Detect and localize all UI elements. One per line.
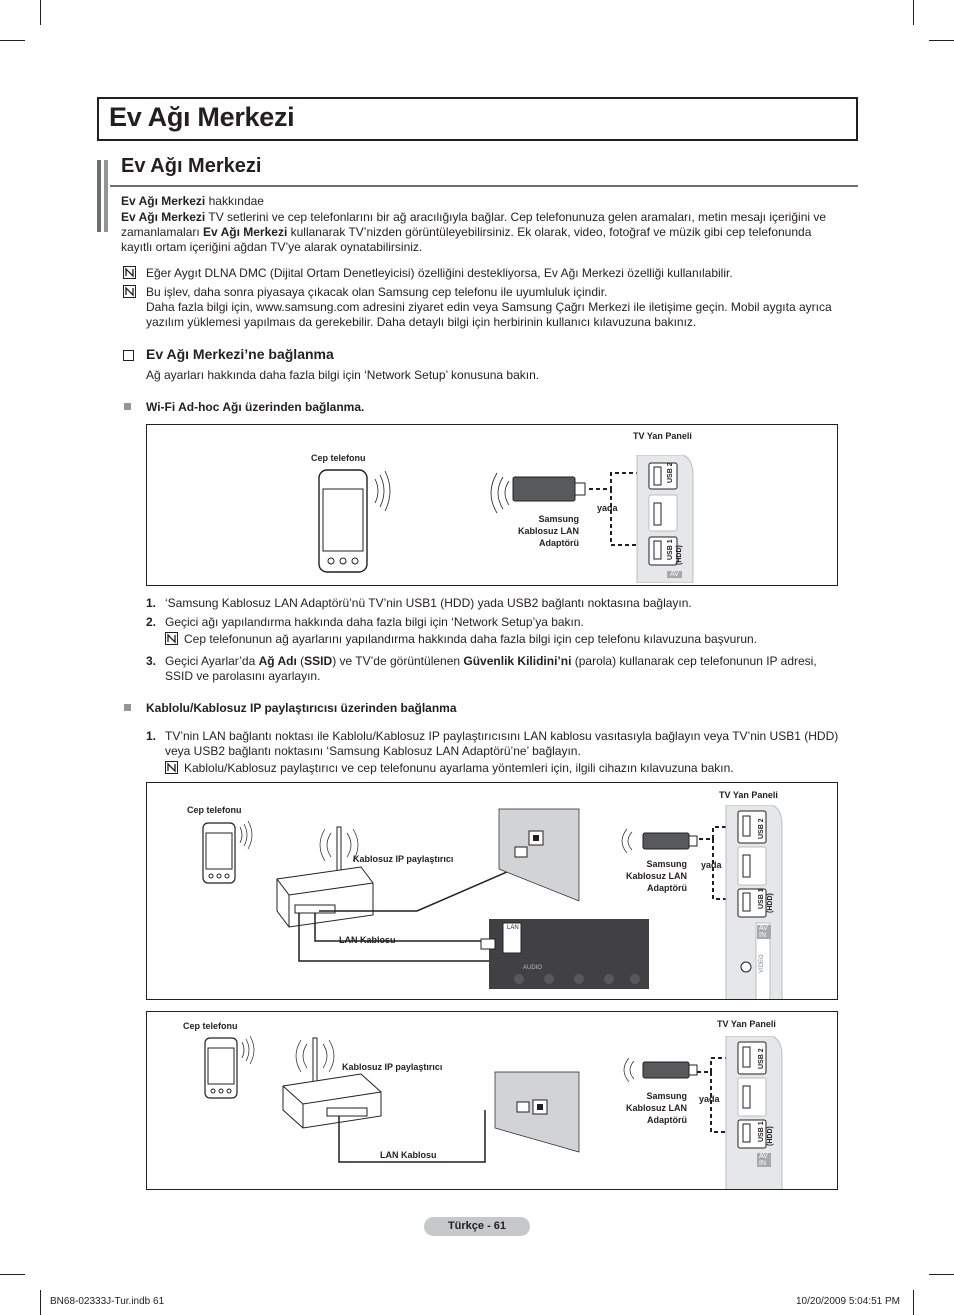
bullet-square-icon — [124, 403, 131, 410]
wired-step-1-note: Kablolu/Kablosuz paylaştırıcı ve cep telefonunu ayarlama yöntemleri için, ilgili cihazın kılavuzuna bakın. — [184, 761, 734, 775]
note-2-line-2: Daha fazla bilgi için, www.samsung.com adresini ziyaret edin veya Samsung Çağrı Merkezi ile iletişime geçin. Mobil aygıta ayrıca — [146, 300, 832, 314]
usb2-port-label: USB 2 — [758, 818, 765, 839]
step-number: 1. — [146, 596, 157, 610]
phone-icon — [199, 819, 259, 887]
intro-text: zamanlamaları — [121, 225, 204, 239]
crop-mark — [0, 40, 25, 41]
wall-socket-icon — [493, 1070, 583, 1160]
diagram-router-wired — [146, 782, 838, 1000]
av-label: AV — [667, 571, 682, 578]
section-bar — [104, 160, 108, 232]
wifi-step-2-note: Cep telefonunun ağ ayarlarını yapılandırma hakkında daha fazla bilgi için cep telefonu kılavuzuna başvurun. — [184, 632, 758, 646]
wifi-step-3-line-2: SSID ve parolasını ayarlayın. — [165, 669, 321, 683]
hdmi-port-label: HDMI IN 4 — [667, 496, 674, 529]
tv-panel-label: TV Yan Paneli — [719, 790, 778, 800]
text-run: ( — [296, 654, 305, 668]
lan-port-label: LAN — [507, 925, 519, 931]
connect-desc: Ağ ayarları hakkında daha fazla bilgi için ‘Network Setup’ konusuna bakın. — [146, 368, 540, 382]
hdmi-port-label: HDMI IN 4 — [758, 850, 765, 883]
step-number: 3. — [146, 654, 157, 668]
adapter-label-line: Kablosuz LAN — [625, 1103, 687, 1113]
or-label: yada — [597, 503, 618, 513]
text-run: Geçici Ayarlar’da — [165, 654, 259, 668]
note-2-line-3: yazılım yüklemesi yapılmaıs da gerekebilir. Daha detaylı bilgi için herbirinin kullanıcı kılavuzuna bakınız. — [146, 315, 697, 329]
text-run: (parola) kullanarak cep telefonunun IP adresi, — [571, 654, 817, 668]
crop-mark — [913, 0, 914, 25]
av-in-label: AV IN — [757, 1153, 771, 1167]
adapter-label-line: Samsung — [646, 1091, 687, 1101]
router-icon — [267, 823, 507, 983]
diagram-wifi-adhoc — [146, 424, 838, 586]
crop-mark — [40, 0, 41, 25]
lan-cable-label: LAN Kablosu — [380, 1150, 437, 1160]
tv-panel-label: TV Yan Paneli — [633, 431, 692, 441]
phone-icon — [201, 1034, 261, 1102]
hdd-port-label: (HDD) — [767, 1126, 774, 1146]
intro-line-3: kayıtlı ortam içeriğini ağdan TV’ye alarak oynatabilirsiniz. — [121, 240, 423, 254]
usb1-port-label: USB 1 — [667, 539, 674, 560]
note-icon — [165, 761, 178, 774]
intro-about-bold: Ev Ağı Merkezi — [121, 194, 206, 208]
adapter-label-line: Adaptörü — [647, 883, 687, 893]
crop-mark — [0, 1274, 25, 1275]
intro-text: TV setlerini ve cep telefonlarını bir ağ aracılığıyla bağlar. Cep telefonunuza gelen aramaları, metin mesajı içeriğini ve — [205, 210, 827, 224]
text-run-bold: Ağ Adı — [258, 654, 297, 668]
crop-mark — [929, 1274, 954, 1275]
phone-label: Cep telefonu — [311, 453, 366, 463]
adapter-label-line: Kablosuz LAN — [625, 871, 687, 881]
tv-rear-panel — [479, 919, 649, 989]
hdd-port-label: (HDD) — [767, 893, 774, 913]
wired-title: Kablolu/Kablosuz IP paylaştırıcısı üzerinden bağlanma — [146, 701, 457, 715]
router-label: Kablosuz IP paylaştırıcı — [353, 854, 454, 864]
footer-file: BN68-02333J-Tur.indb 61 — [50, 1296, 165, 1307]
intro-bold: Ev Ağı Merkezi — [203, 225, 288, 239]
phone-icon — [307, 465, 397, 575]
wifi-title: Wi-Fi Ad-hoc Ağı üzerinden bağlanma. — [146, 400, 365, 414]
audio-label: AUDIO — [523, 965, 543, 971]
intro-line-2 — [121, 225, 811, 240]
page-number-badge: Türkçe - 61 — [424, 1217, 530, 1236]
section-title: Ev Ağı Merkezi — [121, 155, 262, 177]
adapter-label-line: Samsung — [538, 514, 579, 524]
usb1-port-label: USB 1 — [758, 888, 765, 909]
phone-label: Cep telefonu — [187, 805, 242, 815]
wall-socket-icon — [497, 807, 587, 907]
text-run: ) ve TV’de görüntülenen — [332, 654, 464, 668]
tv-side-panel — [635, 455, 715, 583]
or-label: yada — [699, 1094, 720, 1104]
phone-label: Cep telefonu — [183, 1021, 238, 1031]
footer-date: 10/20/2009 5:04:51 PM — [796, 1296, 900, 1307]
note-1: Eğer Aygıt DLNA DMC (Dijital Ortam Denetleyicisi) özelliğini destekliyorsa, Ev Ağı Merkezi özelliği kullanılabilir. — [146, 266, 733, 280]
hdd-port-label: (HDD) — [676, 545, 683, 565]
page-title-box — [97, 97, 858, 141]
text-run-bold: Güvenlik Kilidini’ni — [463, 654, 572, 668]
note-icon — [165, 632, 178, 645]
router-label: Kablosuz IP paylaştırıcı — [342, 1062, 443, 1072]
adapter-label-line: Kablosuz LAN — [517, 526, 579, 536]
section-bar — [97, 160, 101, 232]
note-icon — [123, 266, 136, 279]
crop-mark — [929, 40, 954, 41]
adapter-label — [621, 1090, 687, 1126]
intro-about — [121, 194, 264, 209]
note-icon — [123, 285, 136, 298]
usb2-port-label: USB 2 — [667, 462, 674, 483]
or-label: yada — [701, 860, 722, 870]
bullet-square-icon — [124, 704, 131, 711]
intro-bold: Ev Ağı Merkezi — [121, 210, 206, 224]
wifi-step-1: ‘Samsung Kablosuz LAN Adaptörü’nü TV’nin USB1 (HDD) yada USB2 bağlantı noktasına bağlayın. — [165, 596, 692, 610]
adapter-label-line: Adaptörü — [539, 538, 579, 548]
diagram-router-wireless — [146, 1011, 838, 1190]
crop-mark — [40, 1290, 41, 1315]
adapter-label — [621, 858, 687, 894]
intro-about-rest: hakkındae — [205, 194, 264, 208]
note-2-line-1: Bu işlev, daha sonra piyasaya çıkacak olan Samsung cep telefonu ile uyumluluk içindir. — [146, 285, 608, 299]
wifi-step-2: Geçici ağı yapılandırma hakkında daha fazla bilgi için ‘Network Setup’ya bakın. — [165, 615, 584, 629]
section-rule — [110, 185, 858, 187]
step-number: 2. — [146, 615, 157, 629]
intro-text: kullanarak TV’nizden görüntüleyebilirsiniz. Ek olarak, video, fotoğraf ve müzik gibi cep telefonunda — [287, 225, 812, 239]
wireless-adapter-icon — [617, 827, 707, 857]
crop-mark — [913, 1290, 914, 1315]
adapter-label — [513, 513, 579, 549]
tv-panel-label: TV Yan Paneli — [717, 1019, 776, 1029]
usb2-port-label: USB 2 — [758, 1048, 765, 1069]
wireless-adapter-icon — [613, 1056, 703, 1086]
usb1-port-label: USB 1 — [758, 1121, 765, 1142]
video-label: VIDEO — [759, 954, 765, 973]
wired-step-1-line-1: TV’nin LAN bağlantı noktası ile Kablolu/Kablosuz IP paylaştırıcısını LAN kablosu vasıtasıyla bağlayın veya TV’nin USB1 (HDD) — [165, 729, 839, 743]
hdmi-port-label: HDMI IN 4 — [758, 1081, 765, 1114]
adapter-label-line: Samsung — [646, 859, 687, 869]
connect-title: Ev Ağı Merkezi’ne bağlanma — [146, 346, 334, 362]
text-run-bold: SSID — [304, 654, 333, 668]
step-number: 1. — [146, 729, 157, 743]
page-title: Ev Ağı Merkezi — [109, 102, 295, 132]
wired-step-1-line-2: veya USB2 bağlantı noktasını ‘Samsung Kablosuz LAN Adaptörü’ne’ bağlayın. — [165, 744, 581, 758]
wifi-step-3 — [165, 654, 817, 669]
adapter-label-line: Adaptörü — [647, 1115, 687, 1125]
checkbox-square-icon — [123, 350, 134, 361]
av-in-label: AV IN — [757, 925, 771, 939]
lan-cable-label: LAN Kablosu — [339, 935, 396, 945]
intro-line-1 — [121, 210, 826, 225]
